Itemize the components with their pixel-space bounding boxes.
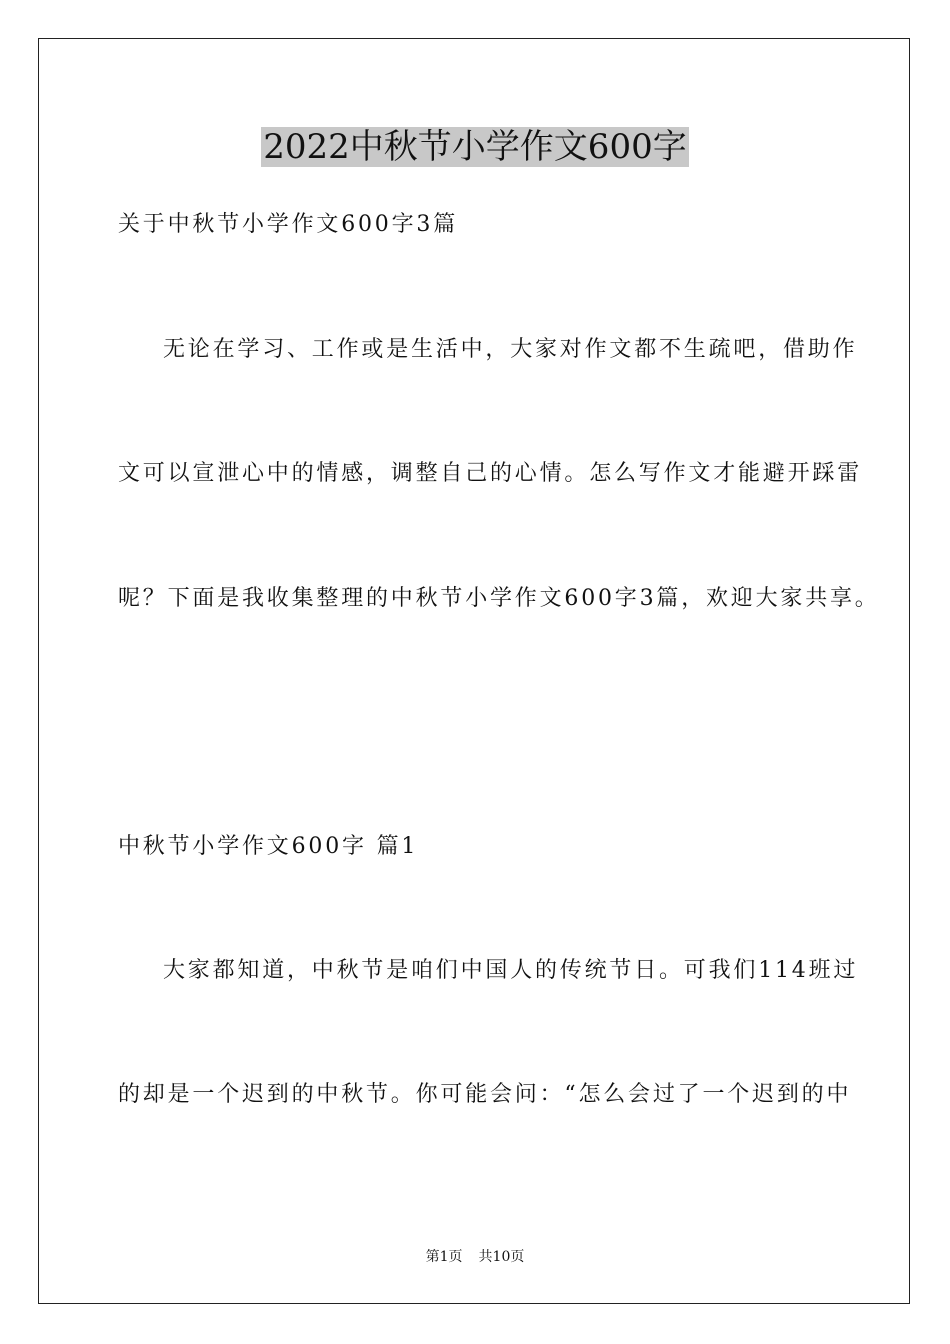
body-line-2: 的却是一个迟到的中秋节。你可能会问：“怎么会过了一个迟到的中	[118, 1082, 852, 1107]
intro-line-1: 无论在学习、工作或是生活中，大家对作文都不生疏吧，借助作	[163, 337, 858, 362]
page-footer	[0, 1247, 950, 1267]
title-text: 2022中秋节小学作文600字	[263, 127, 687, 167]
intro-line-2: 文可以宣泄心中的情感，调整自己的心情。怎么写作文才能避开踩雷	[118, 461, 863, 486]
intro-line-3: 呢？下面是我收集整理的中秋节小学作文600字3篇，欢迎大家共享。	[118, 586, 880, 611]
section-heading: 中秋节小学作文600字 篇1	[118, 834, 419, 859]
page-number: 第1页	[425, 1249, 463, 1265]
body-line-1: 大家都知道，中秋节是咱们中国人的传统节日。可我们114班过	[163, 958, 859, 983]
document-title	[0, 124, 950, 170]
subtitle: 关于中秋节小学作文600字3篇	[118, 212, 458, 237]
page-total: 共10页	[478, 1249, 525, 1265]
